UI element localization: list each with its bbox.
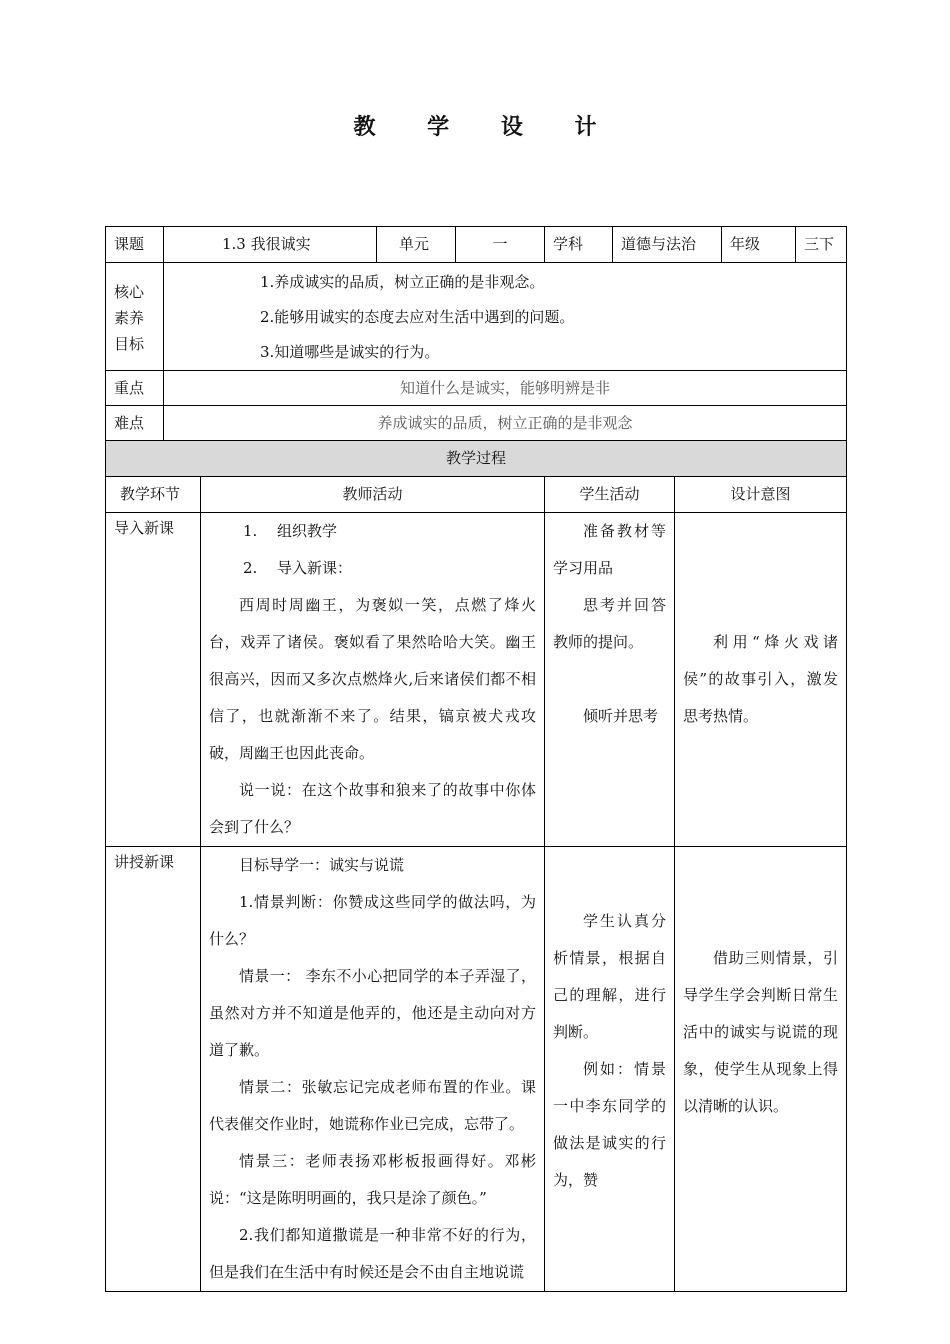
- teacher-cell: [201, 513, 545, 847]
- goals-label: 核心素养目标: [106, 263, 164, 371]
- course-value: 道德与法治: [613, 227, 722, 263]
- teacher-paragraph: 情景三：老师表扬邓彬板报画得好。邓彬说：“这是陈明明画的，我只是涂了颜色。”: [209, 1152, 536, 1207]
- list-item: 2. 导入新课：: [243, 559, 353, 577]
- process-heading-row: [106, 441, 847, 477]
- goal-item: 1.养成诚实的品质，树立正确的是非观念。: [260, 273, 545, 291]
- teacher-paragraph: 情景一： 李东不小心把同学的本子弄湿了，虽然对方并不知道是他弄的，他还是主动向对方道了歉。: [209, 967, 536, 1059]
- stage-cell: 讲授新课: [106, 847, 201, 1292]
- unit-label: 单元: [377, 227, 456, 263]
- column-stage: 教学环节: [106, 477, 201, 513]
- course-label: 学科: [545, 227, 613, 263]
- difficulty-value: 养成诚实的品质，树立正确的是非观念: [164, 406, 847, 441]
- process-heading: 教学过程: [106, 441, 847, 477]
- page-title: 教 学 设 计: [353, 114, 619, 140]
- teacher-paragraph: 1.情景判断：你赞成这些同学的做法吗，为什么？: [209, 893, 536, 948]
- key-point-value: 知道什么是诚实，能够明辨是非: [164, 371, 847, 406]
- teacher-paragraph: 情景二：张敏忘记完成老师布置的作业。课代表催交作业时，她谎称作业已完成，忘带了。: [209, 1078, 536, 1133]
- column-teacher: 教师活动: [201, 477, 545, 513]
- student-paragraph: 准备教材等学习用品: [553, 522, 667, 577]
- teacher-cell: [201, 847, 545, 1292]
- process-columns-row: [106, 477, 847, 513]
- lesson-plan-table: [105, 226, 847, 1292]
- intent-cell: [675, 847, 847, 1292]
- list-item: 1. 组织教学: [243, 522, 338, 540]
- unit-value: 一: [456, 227, 545, 263]
- table-row: [106, 513, 847, 847]
- intent-paragraph: 利用“烽火戏诸侯”的故事引入，激发思考热情。: [683, 633, 839, 725]
- student-paragraph: 倾听并思考: [583, 707, 659, 725]
- column-intent: 设计意图: [675, 477, 847, 513]
- teacher-paragraph: 2.我们都知道撒谎是一种非常不好的行为，但是我们在生活中有时候还是会不由自主地说谎: [209, 1226, 536, 1281]
- grade-value: 三下: [796, 227, 847, 263]
- key-point-label: 重点: [106, 371, 164, 406]
- goal-item: 3.知道哪些是诚实的行为。: [260, 343, 440, 361]
- student-paragraph: 学生认真分析情景，根据自己的理解，进行判断。: [553, 912, 667, 1041]
- student-cell: [545, 847, 675, 1292]
- subject-label: 课题: [106, 227, 164, 263]
- key-point-row: [106, 371, 847, 406]
- student-paragraph: 思考并回答教师的提问。: [553, 596, 667, 651]
- intent-cell: [675, 513, 847, 847]
- teacher-paragraph: 西周时周幽王，为褒姒一笑，点燃了烽火台，戏弄了诸侯。褒姒看了果然哈哈大笑。幽王很高兴，因而又多次点燃烽火,后来诸侯们都不相信了，也就渐渐不来了。结果，镐京被犬戎攻破，周幽王也因此丧命。: [209, 596, 536, 762]
- difficulty-label: 难点: [106, 406, 164, 441]
- student-paragraph: 例如：情景一中李东同学的做法是诚实的行为，赞: [553, 1060, 667, 1189]
- table-row: [106, 847, 847, 1292]
- goals-list: [164, 263, 847, 371]
- intent-paragraph: 借助三则情景，引导学生学会判断日常生活中的诚实与说谎的现象，使学生从现象上得以清晰的认识。: [683, 949, 839, 1115]
- student-cell: [545, 513, 675, 847]
- stage-cell: 导入新课: [106, 513, 201, 847]
- column-student: 学生活动: [545, 477, 675, 513]
- teacher-paragraph: 说一说：在这个故事和狼来了的故事中你体会到了什么？: [209, 781, 536, 836]
- goal-item: 2.能够用诚实的态度去应对生活中遇到的问题。: [260, 308, 575, 326]
- grade-label: 年级: [722, 227, 796, 263]
- goals-row: [106, 263, 847, 371]
- difficulty-row: [106, 406, 847, 441]
- subject-value: 1.3 我很诚实: [164, 227, 377, 263]
- teacher-paragraph: 目标导学一：诚实与说谎: [239, 856, 405, 874]
- header-row: [106, 227, 847, 263]
